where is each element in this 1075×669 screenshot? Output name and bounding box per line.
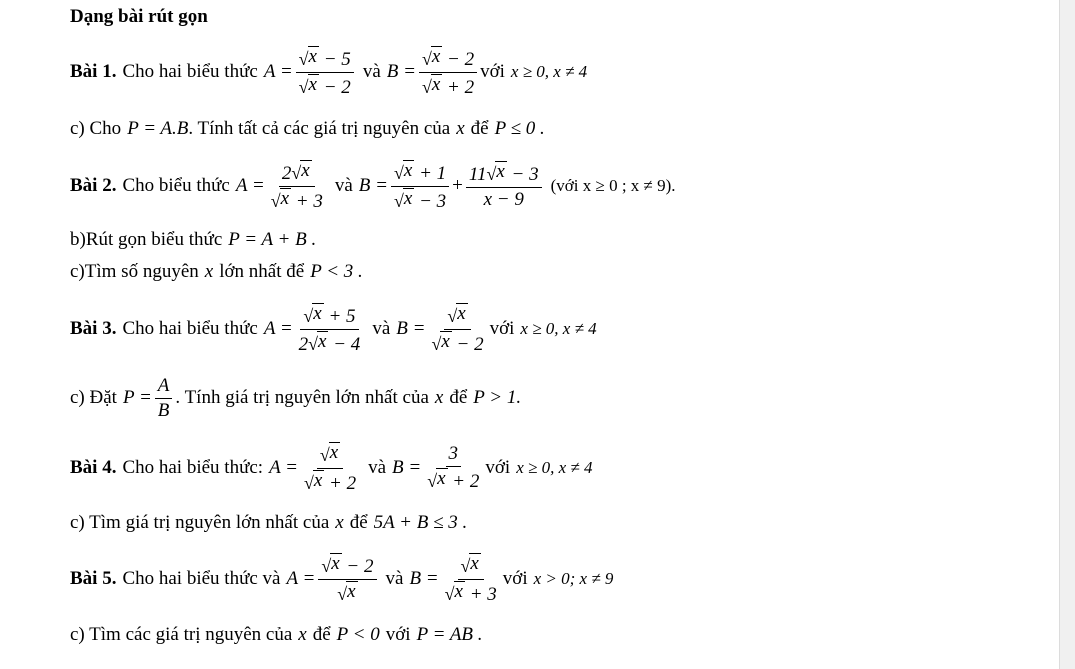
vertical-scrollbar[interactable] [1059,0,1075,669]
condition: (với x ≥ 0 ; x ≠ 9). [550,176,676,196]
exercise-5-part-c: c) Tìm các giá trị nguyên của x để P < 0 với P = AB . [70,624,483,645]
fraction-A: √ x − 2 √ x [318,553,376,605]
and-word: và [362,61,381,83]
exercise-2-part-c: c)Tìm số nguyên x lớn nhất để P < 3 . [70,261,363,282]
exercise-3-part-c: c) Đặt P = $\frac{A}{B}$ . Tính giá trị nguyên lớn nhất của x để P > 1. [70,375,522,421]
with-word: với [480,61,505,83]
fraction-P: $\frac{A}{B}$ [155,375,173,422]
fraction-B: 3 √ x + 2 [427,443,480,493]
exercise-3-label: Bài 3. [70,318,117,340]
exercise-4-label: Bài 4. [70,457,117,479]
fraction-B: √ x − 2 √ x + 2 [419,46,477,98]
exercise-2-part-b: b)Rút gọn biểu thức P = A + B . [70,229,317,250]
expr-A-label: A = [263,61,293,83]
exercise-3-statement: Bài 3. Cho hai biểu thức A = √ x + 5 2 √ x − 4 và B = √ x √ x − 2 với x ≥ 0, x ≠ 4 [70,303,597,355]
exercise-5-label: Bài 5. [70,568,117,590]
fraction-A: √ x − 5 √ x − 2 [296,46,354,98]
fraction-B1: √ x + 1 √ x − 3 [391,160,449,212]
fraction-A: √ x + 5 2 √ x − 4 [298,303,361,355]
condition: x ≥ 0, x ≠ 4 [516,458,593,478]
fraction-B: √ x √ x + 3 [444,553,497,605]
exercise-2-statement: Bài 2. Cho biểu thức A = 2 √ x √ x + 3 và B = √ x + 1 √ x − 3 + 11 √ x − 3 x − 9 (với x ≥ 0 ; x ≠ 9). [70,160,676,212]
condition: x ≥ 0, x ≠ 4 [520,319,597,339]
expr-B-label: B = [386,61,416,83]
exercise-1-statement [70,46,587,98]
exercise-1-label: Bài 1. [70,61,117,83]
exercise-1-part-c: c) Cho P = A.B . Tính tất cả các giá trị nguyên của x để P ≤ 0 . [70,118,545,139]
page-title: Dạng bài rút gọn [70,6,208,27]
fraction-A: √ x √ x + 2 [303,442,357,494]
condition: x ≥ 0, x ≠ 4 [510,62,588,82]
exercise-5-statement: Bài 5. Cho hai biểu thức và A = √ x − 2 √ x và B = √ x √ x + 3 với x > 0; x ≠ 9 [70,553,614,605]
fraction-A: 2 √ x √ x + 3 [270,160,323,212]
fraction-B: √ x √ x − 2 [431,303,484,355]
exercise-1-text: Cho hai biểu thức [122,61,258,83]
exercise-4-part-c: c) Tìm giá trị nguyên lớn nhất của x để 5A + B ≤ 3 . [70,512,468,533]
exercise-4-statement: Bài 4. Cho hai biểu thức: A = √ x √ x + 2 và B = 3 √ x + 2 với x ≥ 0, x ≠ 4 [70,442,593,494]
condition: x > 0; x ≠ 9 [533,569,614,589]
fraction-B2: 11 √ x − 3 x − 9 [466,161,542,211]
exercise-2-label: Bài 2. [70,175,117,197]
